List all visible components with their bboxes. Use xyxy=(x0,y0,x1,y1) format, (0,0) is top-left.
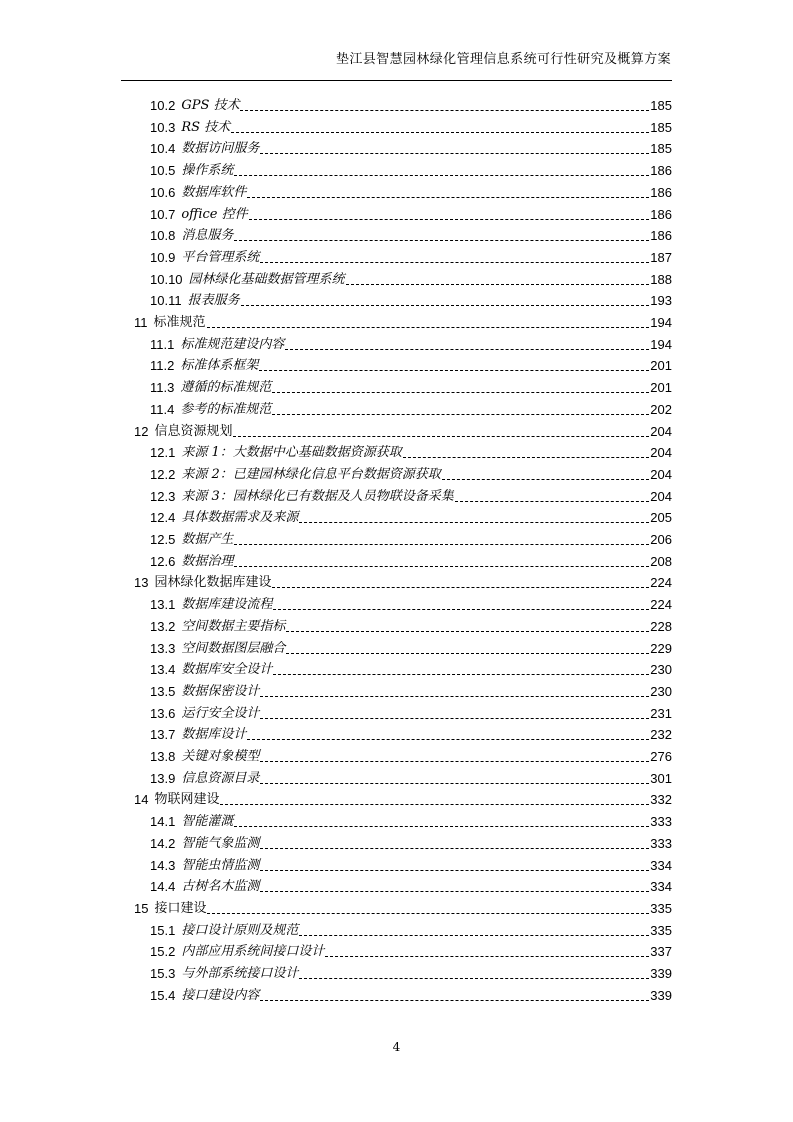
toc-entry-title: 接口建设 xyxy=(154,900,207,916)
toc-entry-title: 消息服务 xyxy=(181,228,234,244)
toc-entry-title: 遵循的标准规范 xyxy=(180,380,272,396)
toc-entry[interactable] xyxy=(150,921,672,941)
toc-entry-title: 信息资源目录 xyxy=(181,770,260,786)
toc-entry-number: 13.4 xyxy=(150,662,176,678)
toc-entry[interactable] xyxy=(134,899,672,919)
toc-entry-page: 334 xyxy=(650,879,672,895)
toc-entry[interactable] xyxy=(150,487,672,507)
toc-entry[interactable] xyxy=(150,291,672,311)
toc-entry-title: 空间数据主要指标 xyxy=(181,618,286,634)
toc-leader-dashes xyxy=(286,653,649,654)
toc-entry[interactable] xyxy=(150,942,672,962)
toc-entry-page: 337 xyxy=(650,944,672,960)
toc-entry-number: 13.5 xyxy=(150,683,176,699)
toc-entry-page: 339 xyxy=(650,966,672,981)
toc-entry[interactable] xyxy=(150,725,672,745)
toc-entry-number: 11.4 xyxy=(150,401,175,417)
toc-entry-page: 335 xyxy=(650,900,672,916)
toc-leader-dashes xyxy=(260,891,649,892)
toc-entry-number: 15.3 xyxy=(150,966,176,981)
toc-entry-title: 来源 1：大数据中心基础数据资源获取 xyxy=(181,445,402,461)
toc-entry-number: 10.3 xyxy=(150,119,176,135)
toc-leader-dashes xyxy=(234,826,649,827)
toc-entry[interactable] xyxy=(150,769,672,789)
toc-entry[interactable] xyxy=(150,986,672,1006)
toc-leader-dashes xyxy=(286,631,649,632)
toc-entry-title: 标准体系框架 xyxy=(180,358,259,374)
toc-entry-title: 数据访问服务 xyxy=(181,141,260,157)
toc-entry[interactable] xyxy=(150,248,672,268)
toc-entry-number: 14.1 xyxy=(150,814,176,830)
toc-entry[interactable] xyxy=(150,205,672,225)
toc-entry-number: 15.2 xyxy=(150,944,176,960)
toc-leader-dashes xyxy=(260,783,649,784)
toc-entry-number: 14.3 xyxy=(150,857,176,873)
toc-entry-page: 335 xyxy=(650,922,672,938)
toc-leader-dashes xyxy=(260,761,649,762)
toc-entry-page: 186 xyxy=(650,228,672,244)
toc-leader-dashes xyxy=(231,132,649,133)
header-rule xyxy=(121,80,672,81)
toc-entry[interactable] xyxy=(150,877,672,897)
toc-entry-page: 194 xyxy=(650,315,672,330)
toc-entry-page: 204 xyxy=(650,445,672,461)
toc-entry-title: office 控件 xyxy=(181,206,248,222)
toc-entry[interactable] xyxy=(150,270,672,290)
toc-entry-number: 15.1 xyxy=(150,922,176,938)
toc-entry[interactable] xyxy=(150,964,672,984)
toc-leader-dashes xyxy=(234,544,649,545)
toc-entry-page: 185 xyxy=(650,119,672,135)
toc-entry[interactable] xyxy=(150,595,672,615)
toc-entry-page: 188 xyxy=(650,271,672,287)
toc-entry-page: 194 xyxy=(650,336,672,352)
toc-leader-dashes xyxy=(233,436,649,437)
toc-entry-page: 193 xyxy=(650,293,672,309)
toc-leader-dashes xyxy=(299,935,649,936)
toc-entry-page: 186 xyxy=(650,163,672,179)
toc-leader-dashes xyxy=(234,240,649,241)
toc-entry-page: 334 xyxy=(650,857,672,873)
toc-entry[interactable] xyxy=(150,660,672,680)
toc-entry-number: 12.1 xyxy=(150,445,176,461)
toc-leader-dashes xyxy=(260,262,649,263)
toc-entry[interactable] xyxy=(150,682,672,702)
toc-entry-title: 参考的标准规范 xyxy=(180,401,272,417)
toc-entry-title: GPS 技术 xyxy=(181,98,240,113)
toc-leader-dashes xyxy=(273,674,649,675)
toc-entry-page: 332 xyxy=(650,792,672,808)
toc-entry-number: 12 xyxy=(134,423,149,439)
toc-entry-page: 232 xyxy=(650,727,672,743)
toc-leader-dashes xyxy=(442,479,650,480)
toc-leader-dashes xyxy=(403,457,650,458)
toc-leader-dashes xyxy=(247,739,649,740)
toc-entry-number: 10.2 xyxy=(150,98,176,113)
toc-entry-number: 10.11 xyxy=(150,293,182,309)
toc-entry[interactable] xyxy=(150,639,672,659)
toc-entry-number: 13 xyxy=(134,575,149,591)
toc-leader-dashes xyxy=(273,609,649,610)
toc-entry[interactable] xyxy=(150,161,672,181)
toc-entry-title: 与外部系统接口设计 xyxy=(181,966,299,981)
toc-entry-title: 数据保密设计 xyxy=(181,683,260,699)
toc-entry-title: 数据库建设流程 xyxy=(181,597,273,613)
toc-entry-number: 12.4 xyxy=(150,510,176,526)
toc-entry[interactable] xyxy=(150,530,672,550)
toc-leader-dashes xyxy=(272,414,649,415)
toc-entry[interactable] xyxy=(150,465,672,485)
toc-entry-number: 14.2 xyxy=(150,835,176,851)
toc-entry-title: 接口建设内容 xyxy=(181,987,260,1003)
toc-entry-title: 报表服务 xyxy=(187,293,240,309)
toc-leader-dashes xyxy=(249,219,650,220)
toc-leader-dashes xyxy=(325,956,649,957)
toc-leader-dashes xyxy=(259,370,649,371)
toc-entry-number: 11 xyxy=(134,315,148,330)
toc-entry[interactable] xyxy=(134,422,672,442)
toc-entry-page: 208 xyxy=(650,553,672,569)
toc-entry-page: 231 xyxy=(650,705,672,721)
toc-entry[interactable] xyxy=(150,183,672,203)
toc-entry-page: 230 xyxy=(650,662,672,678)
toc-leader-dashes xyxy=(234,566,649,567)
toc-leader-dashes xyxy=(260,718,649,719)
toc-entry-number: 11.1 xyxy=(150,336,175,352)
toc-entry[interactable] xyxy=(150,812,672,832)
toc-entry-number: 12.6 xyxy=(150,553,176,569)
toc-leader-dashes xyxy=(260,696,649,697)
toc-entry-number: 12.3 xyxy=(150,488,176,504)
toc-entry-title: 信息资源规划 xyxy=(154,423,233,439)
toc-entry-number: 13.8 xyxy=(150,749,176,764)
toc-entry[interactable] xyxy=(150,443,672,463)
toc-entry[interactable] xyxy=(150,617,672,637)
toc-entry-number: 13.3 xyxy=(150,640,176,656)
toc-entry[interactable] xyxy=(150,552,672,572)
toc-entry-page: 224 xyxy=(650,575,672,591)
toc-leader-dashes xyxy=(234,175,649,176)
toc-entry-title: 接口设计原则及规范 xyxy=(181,922,299,938)
toc-entry[interactable] xyxy=(150,856,672,876)
toc-entry-title: 平台管理系统 xyxy=(181,249,260,265)
toc-entry-number: 15.4 xyxy=(150,987,176,1003)
toc-entry-title: 古树名木监测 xyxy=(181,879,260,895)
toc-entry-title: 标准规范建设内容 xyxy=(180,336,285,352)
toc-leader-dashes xyxy=(272,587,649,588)
toc-entry-number: 11.3 xyxy=(150,380,175,396)
toc-entry-page: 333 xyxy=(650,814,672,830)
toc-entry[interactable] xyxy=(150,834,672,854)
toc-entry-title: 智能灌溉 xyxy=(181,814,234,830)
toc-entry-number: 12.2 xyxy=(150,466,176,482)
toc-leader-dashes xyxy=(241,305,650,306)
toc-entry-number: 13.6 xyxy=(150,705,176,721)
toc-entry-title: 标准规范 xyxy=(153,315,206,330)
toc-leader-dashes xyxy=(240,110,649,111)
toc-entry-title: 智能虫情监测 xyxy=(181,857,260,873)
toc-entry-page: 204 xyxy=(650,423,672,439)
toc-entry-page: 276 xyxy=(650,749,672,764)
toc-entry-number: 13.7 xyxy=(150,727,176,743)
toc-entry-title: 来源 2：已建园林绿化信息平台数据资源获取 xyxy=(181,466,441,482)
toc-entry-page: 187 xyxy=(650,249,672,265)
toc-entry[interactable] xyxy=(150,378,672,398)
toc-entry-title: 具体数据需求及来源 xyxy=(181,510,299,526)
toc-entry-page: 186 xyxy=(650,206,672,222)
toc-entry-number: 13.9 xyxy=(150,770,176,786)
toc-entry-number: 15 xyxy=(134,900,149,916)
toc-entry-number: 14 xyxy=(134,792,149,808)
toc-entry-page: 339 xyxy=(650,987,672,1003)
toc-entry-number: 10.7 xyxy=(150,206,176,222)
toc-entry-page: 206 xyxy=(650,532,672,547)
toc-entry-page: 205 xyxy=(650,510,672,526)
toc-entry-page: 229 xyxy=(650,640,672,656)
toc-entry[interactable] xyxy=(150,139,672,159)
toc-entry-page: 202 xyxy=(650,401,672,417)
toc-entry-title: 数据库安全设计 xyxy=(181,662,273,678)
toc-entry-page: 185 xyxy=(650,98,672,113)
toc-entry[interactable] xyxy=(150,96,672,116)
toc-entry-page: 333 xyxy=(650,835,672,851)
toc-entry[interactable] xyxy=(150,226,672,246)
toc-entry[interactable] xyxy=(150,508,672,528)
toc-leader-dashes xyxy=(346,284,650,285)
toc-entry-title: 关键对象模型 xyxy=(181,749,260,764)
toc-entry-title: 智能气象监测 xyxy=(181,835,260,851)
toc-entry[interactable] xyxy=(150,335,672,355)
toc-leader-dashes xyxy=(220,804,649,805)
toc-entry-title: 空间数据图层融合 xyxy=(181,640,286,656)
toc-entry-title: 运行安全设计 xyxy=(181,705,260,721)
toc-entry-title: 物联网建设 xyxy=(154,792,220,808)
toc-entry-page: 201 xyxy=(650,358,672,374)
toc-leader-dashes xyxy=(260,153,649,154)
toc-leader-dashes xyxy=(260,870,649,871)
toc-entry-title: 来源 3：园林绿化已有数据及人员物联设备采集 xyxy=(181,488,454,504)
toc-entry-title: 数据库设计 xyxy=(181,727,247,743)
toc-leader-dashes xyxy=(260,848,649,849)
toc-entry[interactable] xyxy=(150,400,672,420)
toc-entry-number: 10.8 xyxy=(150,228,176,244)
toc-entry[interactable] xyxy=(150,356,672,376)
toc-entry-number: 10.4 xyxy=(150,141,176,157)
toc-entry-number: 10.5 xyxy=(150,163,176,179)
toc-entry[interactable] xyxy=(134,313,672,333)
toc-leader-dashes xyxy=(207,327,650,328)
toc-entry-title: 内部应用系统间接口设计 xyxy=(181,944,325,960)
toc-entry-page: 201 xyxy=(650,380,672,396)
toc-entry[interactable] xyxy=(150,118,672,138)
toc-entry-title: 园林绿化数据库建设 xyxy=(154,575,272,591)
toc-entry-page: 301 xyxy=(650,770,672,786)
toc-entry-number: 13.2 xyxy=(150,618,176,634)
toc-entry-page: 204 xyxy=(650,488,672,504)
toc-entry-page: 204 xyxy=(650,466,672,482)
toc-entry-number: 10.9 xyxy=(150,249,176,265)
toc-entry[interactable] xyxy=(134,790,672,810)
toc-entry-number: 10.6 xyxy=(150,184,176,200)
toc-entry-number: 12.5 xyxy=(150,532,176,547)
toc-entry-title: 数据产生 xyxy=(181,532,234,547)
page-number: 4 xyxy=(392,1040,401,1054)
toc-leader-dashes xyxy=(285,349,649,350)
toc-entry-page: 224 xyxy=(650,597,672,613)
toc-entry-title: RS 技术 xyxy=(181,119,231,135)
toc-entry-title: 操作系统 xyxy=(181,163,234,179)
toc-leader-dashes xyxy=(247,197,649,198)
toc-entry-number: 14.4 xyxy=(150,879,176,895)
toc-entry-number: 13.1 xyxy=(150,597,176,613)
toc-entry-page: 185 xyxy=(650,141,672,157)
toc-leader-dashes xyxy=(207,913,649,914)
toc-entry-number: 10.10 xyxy=(150,271,183,287)
toc-entry-page: 230 xyxy=(650,683,672,699)
toc-leader-dashes xyxy=(299,978,649,979)
toc-entry-title: 数据库软件 xyxy=(181,184,247,200)
toc-entry-page: 186 xyxy=(650,184,672,200)
toc-leader-dashes xyxy=(455,501,650,502)
toc-entry[interactable] xyxy=(150,747,672,767)
toc-entry[interactable] xyxy=(150,704,672,724)
toc-entry-title: 园林绿化基础数据管理系统 xyxy=(188,271,345,287)
toc-entry-title: 数据治理 xyxy=(181,553,234,569)
toc-entry-page: 228 xyxy=(650,618,672,634)
toc-leader-dashes xyxy=(299,522,649,523)
toc-entry-number: 11.2 xyxy=(150,358,175,374)
running-header: 垫江县智慧园林绿化管理信息系统可行性研究及概算方案 xyxy=(335,52,671,67)
toc-leader-dashes xyxy=(272,392,649,393)
toc-entry[interactable] xyxy=(134,573,672,593)
toc-leader-dashes xyxy=(260,1000,649,1001)
